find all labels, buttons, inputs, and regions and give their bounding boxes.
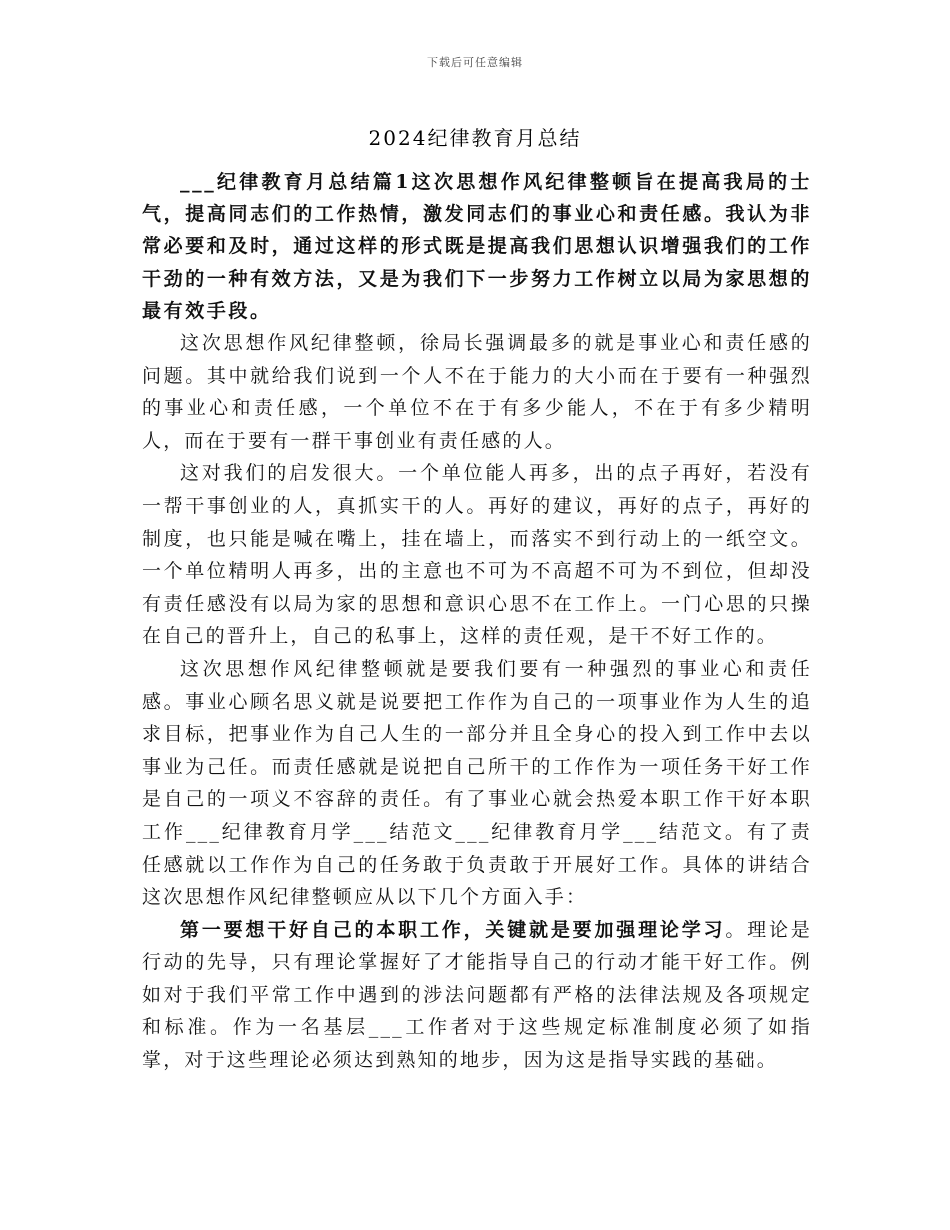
document-body	[142, 166, 812, 1077]
paragraph-2: 这对我们的启发很大。一个单位能人再多，出的点子再好，若没有一帮干事创业的人，真抓实干的人。再好的建议，再好的点子，再好的制度，也只能是喊在嘴上，挂在墙上，而落实不到行动上的一纸空文。一个单位精明人再多，出的主意也不可为不高超不可为不到位，但却没有责任感没有以局为家的思想和意识心思不在工作上。一门心思的只操在自己的晋升上，自己的私事上，这样的责任观，是干不好工作的。	[142, 462, 812, 648]
page-header-note: 下载后可任意编辑	[427, 56, 523, 69]
document-title: 2024纪律教育月总结	[368, 126, 582, 150]
lead-paragraph: ___纪律教育月总结篇1这次思想作风纪律整顿旨在提高我局的士气，提高同志们的工作热情，激发同志们的事业心和责任感。我认为非常必要和及时，通过这样的形式既是提高我们思想认识增强我们的工作干劲的一种有效方法，又是为我们下一步努力工作树立以局为家思想的最有效手段。	[142, 171, 812, 322]
paragraph-1: 这次思想作风纪律整顿，徐局长强调最多的就是事业心和责任感的问题。其中就给我们说到一个人不在于能力的大小而在于要有一种强烈的事业心和责任感，一个单位不在于有多少能人，不在于有多少精明人，而在于要有一群干事创业有责任感的人。	[142, 332, 812, 452]
paragraph-3: 这次思想作风纪律整顿就是要我们要有一种强烈的事业心和责任感。事业心顾名思义就是说要把工作作为自己的一项事业作为人生的追求目标，把事业作为自己人生的一部分并且全身心的投入到工作中去以事业为己任。而责任感就是说把自己所干的工作作为一项任务干好工作是自己的一项义不容辞的责任。有了事业心就会热爱本职工作干好本职工作___纪律教育月学___结范文___纪律教育月学___结范文。有了责任感就以工作作为自己的任务敢于负责敢于开展好工作。具体的讲结合这次思想作风纪律整顿应从以下几个方面入手：	[142, 657, 812, 909]
paragraph-4-heading: 第一要想干好自己的本职工作，关键就是要加强理论学习	[180, 918, 726, 941]
paragraph-4-text: 。理论是行动的先导，只有理论掌握好了才能指导自己的行动才能干好工作。例如对于我们平常工作中遇到的涉法问题都有严格的法律法规及各项规定和标准。作为一名基层___工作者对于这些规定标准制度必须了如指掌，对于这些理论必须达到熟知的地步，因为这是指导实践的基础。	[142, 918, 812, 1072]
paragraph-4	[142, 914, 812, 1077]
